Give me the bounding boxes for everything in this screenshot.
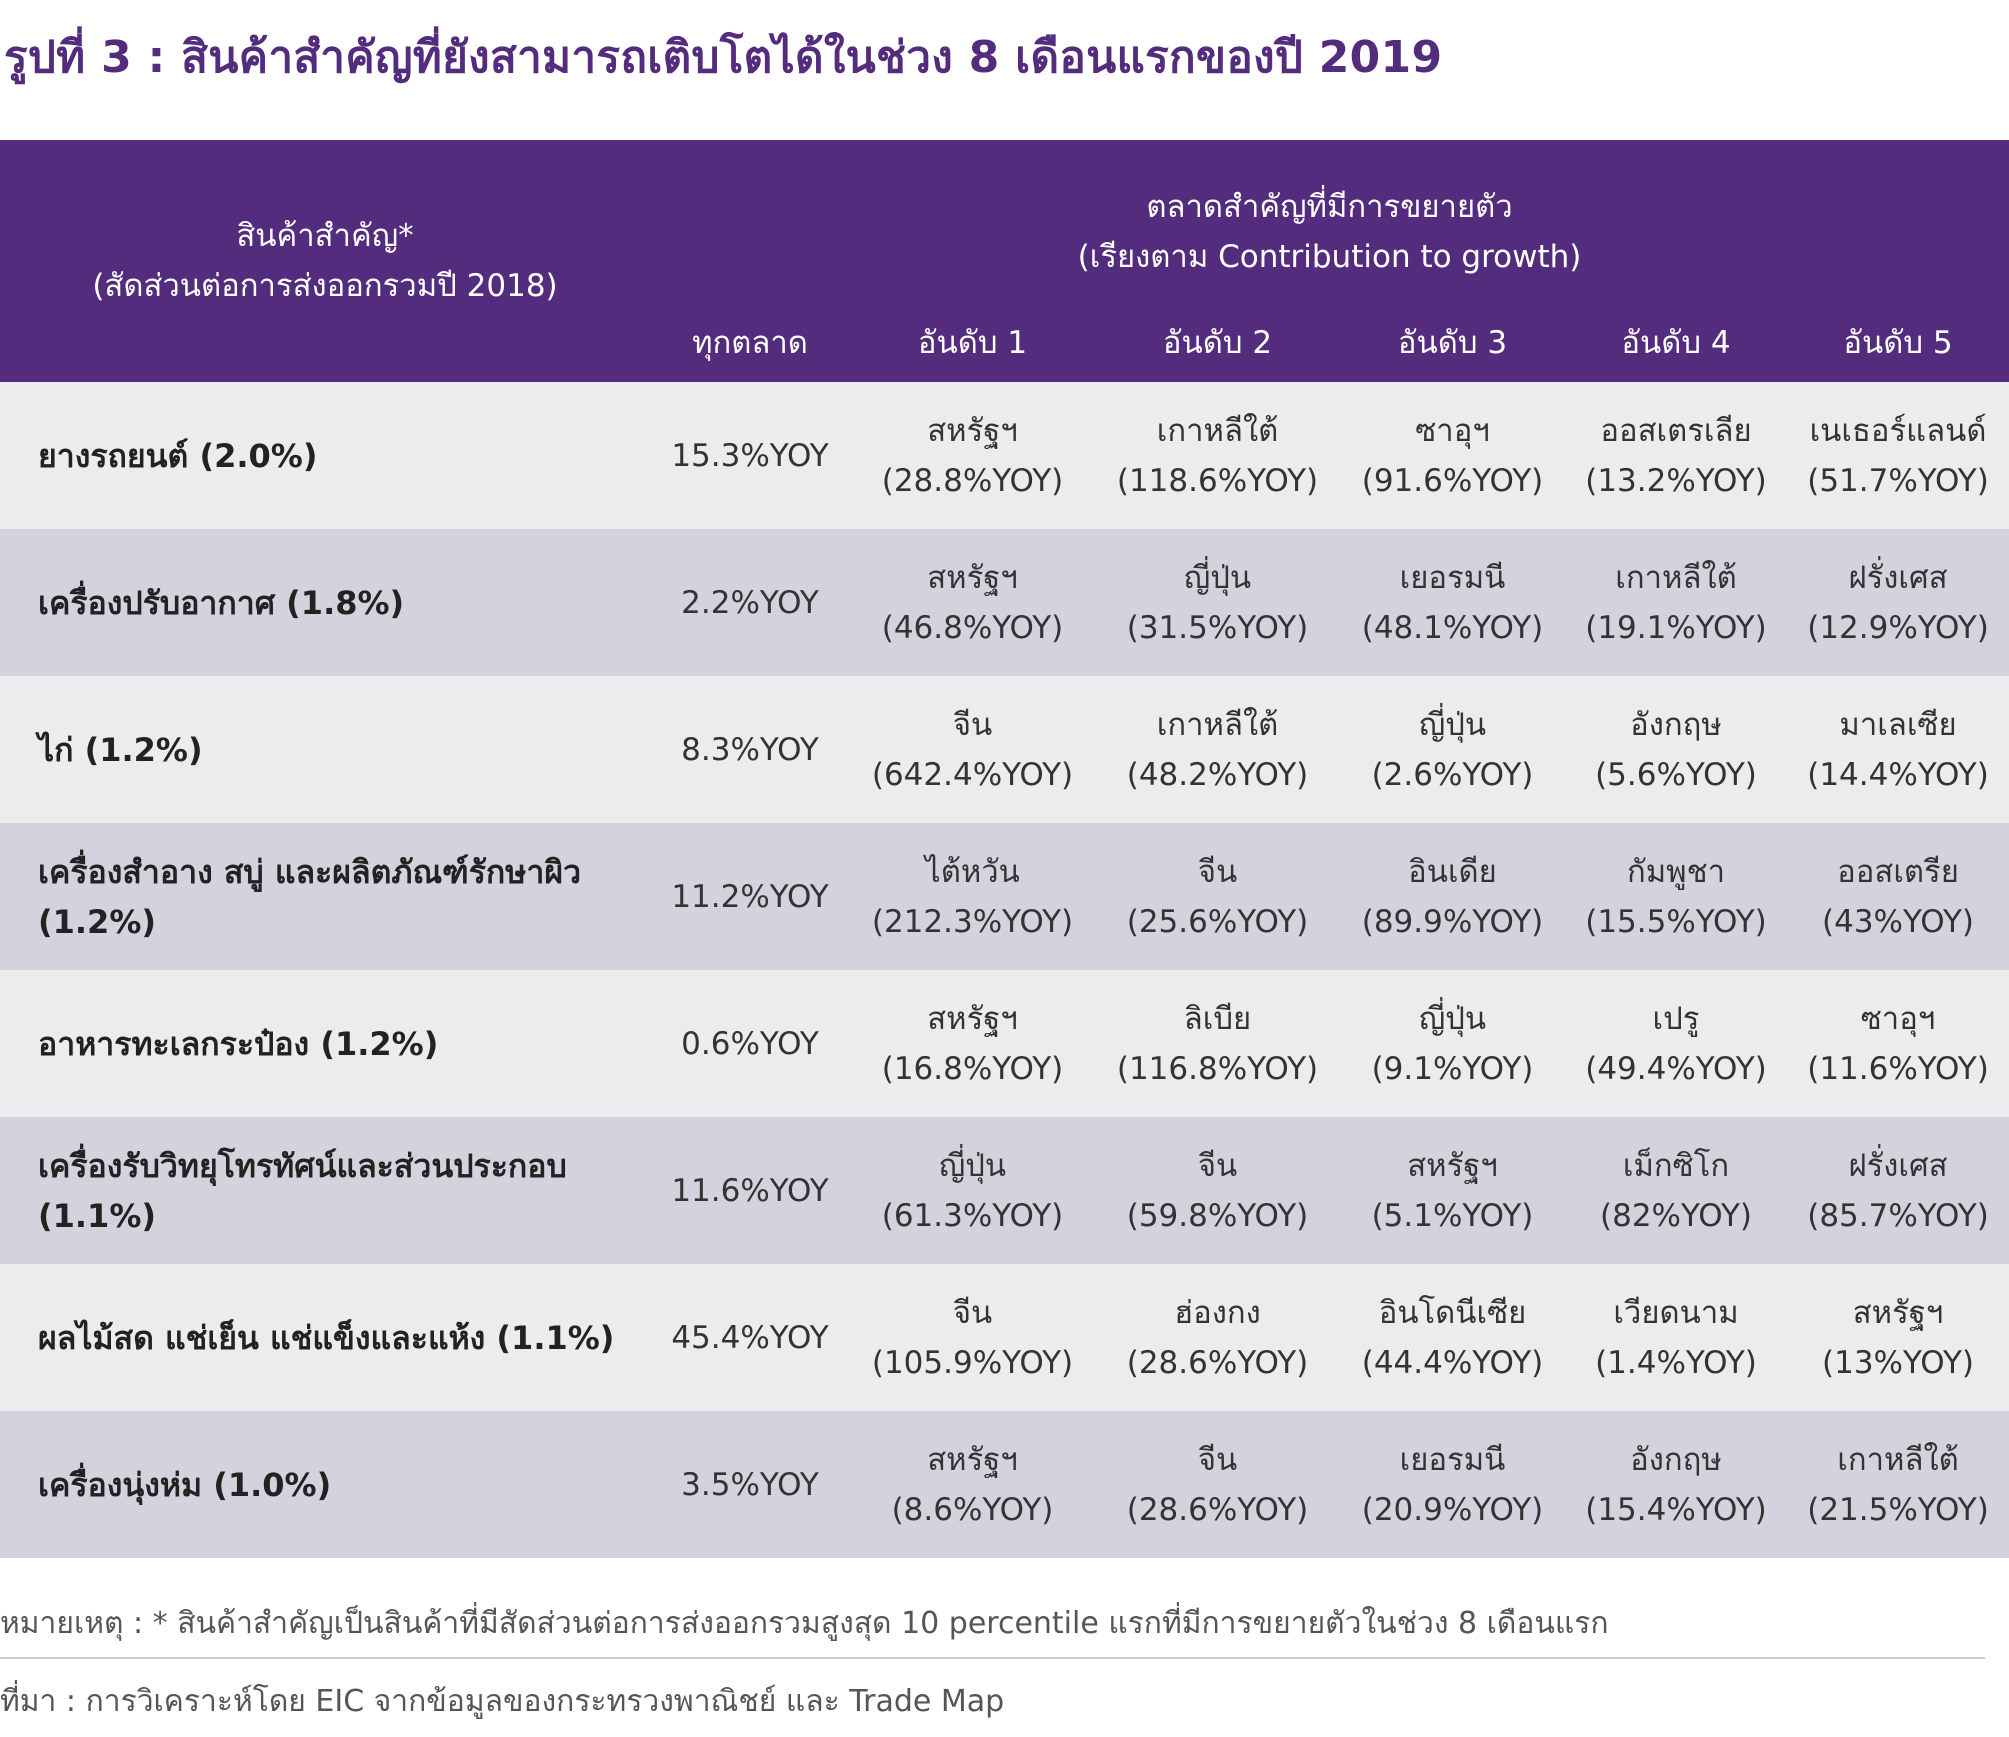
market-cell-rank-1 (850, 382, 1095, 529)
market-growth: (31.5%YOY) (1126, 609, 1309, 646)
market-cell-rank-4 (1565, 382, 1787, 529)
market-growth: (9.1%YOY) (1371, 1050, 1534, 1087)
market-growth: (105.9%YOY) (871, 1344, 1074, 1381)
product-name-cell (0, 529, 650, 676)
market-cell-rank-1 (850, 676, 1095, 823)
market-country: เกาหลีใต้ (1156, 412, 1279, 449)
market-cell-rank-3 (1340, 1117, 1565, 1264)
market-cell-rank-2 (1095, 382, 1340, 529)
market-country: จีน (952, 1294, 993, 1331)
market-growth: (14.4%YOY) (1807, 756, 1989, 793)
market-country: กัมพูชา (1626, 853, 1726, 890)
market-cell-rank-1 (850, 1117, 1095, 1264)
table-header-row (0, 140, 2009, 302)
market-growth: (212.3%YOY) (871, 903, 1074, 940)
market-cell-rank-2 (1095, 1264, 1340, 1411)
market-growth: (44.4%YOY) (1361, 1344, 1544, 1381)
market-growth: (48.1%YOY) (1361, 609, 1544, 646)
market-country: ฮ่องกง (1174, 1294, 1261, 1331)
market-cell-rank-3 (1340, 1411, 1565, 1558)
market-cell-rank-1 (850, 1411, 1095, 1558)
market-growth: (15.4%YOY) (1585, 1491, 1767, 1528)
table-row (0, 970, 2009, 1117)
market-country: ฝรั่งเศส (1848, 559, 1948, 596)
market-growth: (28.6%YOY) (1126, 1344, 1309, 1381)
market-growth: (61.3%YOY) (881, 1197, 1064, 1234)
market-cell-rank-4 (1565, 1411, 1787, 1558)
market-country: ญี่ปุ่น (1418, 1000, 1487, 1037)
all-markets-growth: 15.3%YOY (671, 437, 829, 474)
product-name-cell (0, 676, 650, 823)
table-row (0, 1117, 2009, 1264)
market-cell-rank-3 (1340, 970, 1565, 1117)
all-markets-growth: 3.5%YOY (681, 1466, 819, 1503)
market-cell-rank-1 (850, 529, 1095, 676)
market-country: สหรัฐฯ (927, 559, 1018, 596)
product-header-line1: สินค้าสำคัญ* (236, 218, 414, 254)
all-markets-growth: 45.4%YOY (671, 1319, 829, 1356)
product-name-cell (0, 382, 650, 529)
product-name: ยางรถยนต์ (2.0%) (38, 436, 318, 475)
all-markets-growth: 11.2%YOY (671, 878, 829, 915)
market-country: จีน (1197, 853, 1238, 890)
market-cell-rank-1 (850, 1264, 1095, 1411)
market-country: อังกฤษ (1630, 1441, 1722, 1478)
market-cell-rank-3 (1340, 382, 1565, 529)
market-country: เม็กซิโก (1622, 1147, 1730, 1184)
product-column-header (0, 140, 650, 382)
market-growth: (91.6%YOY) (1361, 462, 1544, 499)
market-growth: (46.8%YOY) (881, 609, 1064, 646)
market-cell-rank-3 (1340, 823, 1565, 970)
market-growth: (642.4%YOY) (871, 756, 1074, 793)
market-growth: (12.9%YOY) (1807, 609, 1989, 646)
market-country: ฝรั่งเศส (1848, 1147, 1948, 1184)
rank-1-header: อันดับ 1 (917, 325, 1028, 361)
market-country: ซาอุฯ (1415, 412, 1490, 449)
market-growth: (49.4%YOY) (1585, 1050, 1767, 1087)
market-growth: (5.1%YOY) (1371, 1197, 1534, 1234)
market-country: ซาอุฯ (1860, 1000, 1936, 1037)
market-country: เวียดนาม (1613, 1294, 1739, 1331)
source-line: ที่มา : การวิเคราะห์โดย EIC จากข้อมูลของกระทรวงพาณิชย์ และ Trade Map (0, 1684, 1005, 1719)
table-row (0, 823, 2009, 970)
table-body (0, 382, 2009, 1558)
market-growth: (59.8%YOY) (1126, 1197, 1309, 1234)
product-name: ไก่ (1.2%) (38, 730, 203, 769)
markets-header-line1: ตลาดสำคัญที่มีการขยายตัว (1146, 189, 1513, 225)
market-cell-rank-5 (1787, 1117, 2009, 1264)
divider (0, 1657, 1985, 1659)
export-products-table (0, 140, 2009, 1558)
product-name: อาหารทะเลกระป๋อง (1.2%) (38, 1024, 439, 1063)
market-growth: (13%YOY) (1822, 1344, 1974, 1381)
markets-column-header (650, 140, 2009, 302)
all-markets-growth: 2.2%YOY (681, 584, 819, 621)
market-country: เกาหลีใต้ (1837, 1441, 1959, 1478)
market-growth: (1.4%YOY) (1595, 1344, 1757, 1381)
market-growth: (11.6%YOY) (1807, 1050, 1989, 1087)
market-country: ลิเบีย (1183, 1000, 1252, 1037)
product-header-line2: (สัดส่วนต่อการส่งออกรวมปี 2018) (92, 268, 558, 304)
table-row (0, 529, 2009, 676)
market-growth: (82%YOY) (1600, 1197, 1752, 1234)
table-row (0, 1411, 2009, 1558)
market-growth: (20.9%YOY) (1361, 1491, 1544, 1528)
market-country: อังกฤษ (1630, 706, 1722, 743)
market-country: ญี่ปุ่น (1418, 706, 1487, 743)
market-country: จีน (952, 706, 993, 743)
product-share: (1.2%) (38, 902, 156, 941)
market-cell-rank-1 (850, 970, 1095, 1117)
market-cell-rank-5 (1787, 382, 2009, 529)
market-cell-rank-2 (1095, 1117, 1340, 1264)
market-growth: (2.6%YOY) (1371, 756, 1534, 793)
rank-2-header: อันดับ 2 (1162, 325, 1273, 361)
market-country: เปรู (1652, 1000, 1700, 1037)
market-cell-rank-5 (1787, 529, 2009, 676)
market-growth: (19.1%YOY) (1585, 609, 1767, 646)
rank-4-header: อันดับ 4 (1621, 325, 1731, 361)
market-cell-rank-2 (1095, 676, 1340, 823)
market-cell-rank-3 (1340, 529, 1565, 676)
market-country: สหรัฐฯ (927, 1441, 1018, 1478)
market-cell-rank-5 (1787, 1264, 2009, 1411)
all-markets-header: ทุกตลาด (692, 325, 808, 361)
market-cell-rank-5 (1787, 823, 2009, 970)
market-country: ออสเตรเลีย (1600, 412, 1752, 449)
all-markets-growth: 11.6%YOY (671, 1172, 829, 1209)
product-name: ผลไม้สด แช่เย็น แช่แข็งและแห้ง (1.1%) (38, 1318, 615, 1357)
market-cell-rank-3 (1340, 1264, 1565, 1411)
market-country: จีน (1197, 1147, 1238, 1184)
market-growth: (28.8%YOY) (881, 462, 1064, 499)
markets-header-line2: (เรียงตาม Contribution to growth) (1077, 239, 1582, 275)
market-cell-rank-4 (1565, 529, 1787, 676)
market-cell-rank-2 (1095, 1411, 1340, 1558)
market-cell-rank-4 (1565, 1264, 1787, 1411)
market-growth: (51.7%YOY) (1807, 462, 1989, 499)
market-growth: (13.2%YOY) (1585, 462, 1767, 499)
product-name-cell (0, 1411, 650, 1558)
market-country: สหรัฐฯ (927, 1000, 1018, 1037)
footnote: หมายเหตุ : * สินค้าสำคัญเป็นสินค้าที่มีสัดส่วนต่อการส่งออกรวมสูงสุด 10 percentile แรกที่มีการขยายตัวในช่วง 8 เดือนแรก (0, 1606, 1609, 1641)
product-share: (1.1%) (38, 1196, 156, 1235)
market-cell-rank-4 (1565, 970, 1787, 1117)
market-growth: (16.8%YOY) (881, 1050, 1064, 1087)
product-name-cell (0, 970, 650, 1117)
market-growth: (28.6%YOY) (1126, 1491, 1309, 1528)
market-country: สหรัฐฯ (927, 412, 1018, 449)
all-markets-growth: 0.6%YOY (681, 1025, 819, 1062)
market-cell-rank-2 (1095, 970, 1340, 1117)
rank-3-header: อันดับ 3 (1397, 325, 1508, 361)
market-country: ญี่ปุ่น (938, 1147, 1007, 1184)
market-country: อินโดนีเซีย (1378, 1294, 1527, 1331)
market-cell-rank-5 (1787, 1411, 2009, 1558)
market-growth: (5.6%YOY) (1595, 756, 1757, 793)
market-country: ญี่ปุ่น (1183, 559, 1252, 596)
rank-5-header: อันดับ 5 (1843, 325, 1953, 361)
market-country: สหรัฐฯ (1407, 1147, 1498, 1184)
market-country: เกาหลีใต้ (1156, 706, 1279, 743)
market-cell-rank-2 (1095, 529, 1340, 676)
market-growth: (116.8%YOY) (1116, 1050, 1319, 1087)
market-cell-rank-4 (1565, 1117, 1787, 1264)
market-country: อินเดีย (1408, 853, 1497, 890)
product-name: เครื่องรับวิทยุโทรทัศน์และส่วนประกอบ (38, 1146, 567, 1185)
table-row (0, 676, 2009, 823)
product-name: เครื่องปรับอากาศ (1.8%) (38, 583, 405, 622)
market-growth: (25.6%YOY) (1126, 903, 1309, 940)
market-cell-rank-4 (1565, 676, 1787, 823)
market-country: สหรัฐฯ (1852, 1294, 1944, 1331)
product-name-cell (0, 1264, 650, 1411)
page-title: รูปที่ 3 : สินค้าสำคัญที่ยังสามารถเติบโตได้ในช่วง 8 เดือนแรกของปี 2019 (4, 32, 1443, 83)
market-country: มาเลเซีย (1839, 706, 1957, 743)
market-cell-rank-5 (1787, 676, 2009, 823)
market-growth: (85.7%YOY) (1807, 1197, 1989, 1234)
market-growth: (118.6%YOY) (1116, 462, 1319, 499)
market-country: ไต้หวัน (925, 853, 1020, 890)
product-name-cell (0, 1117, 650, 1264)
market-cell-rank-2 (1095, 823, 1340, 970)
market-cell-rank-5 (1787, 970, 2009, 1117)
all-markets-growth: 8.3%YOY (681, 731, 819, 768)
market-country: เยอรมนี (1399, 559, 1506, 596)
market-growth: (43%YOY) (1822, 903, 1974, 940)
market-country: เนเธอร์แลนด์ (1809, 412, 1987, 449)
market-country: จีน (1197, 1441, 1238, 1478)
table-row (0, 1264, 2009, 1411)
product-name: เครื่องนุ่งห่ม (1.0%) (38, 1465, 332, 1504)
market-growth: (21.5%YOY) (1807, 1491, 1989, 1528)
market-growth: (48.2%YOY) (1126, 756, 1309, 793)
product-name-cell (0, 823, 650, 970)
market-growth: (15.5%YOY) (1585, 903, 1767, 940)
market-growth: (89.9%YOY) (1361, 903, 1544, 940)
product-name: เครื่องสำอาง สบู่ และผลิตภัณฑ์รักษาผิว (38, 852, 582, 891)
market-country: เกาหลีใต้ (1615, 559, 1737, 596)
market-growth: (8.6%YOY) (891, 1491, 1054, 1528)
market-country: ออสเตรีย (1837, 853, 1959, 890)
market-cell-rank-3 (1340, 676, 1565, 823)
market-country: เยอรมนี (1399, 1441, 1506, 1478)
market-cell-rank-1 (850, 823, 1095, 970)
market-cell-rank-4 (1565, 823, 1787, 970)
table-row (0, 382, 2009, 529)
